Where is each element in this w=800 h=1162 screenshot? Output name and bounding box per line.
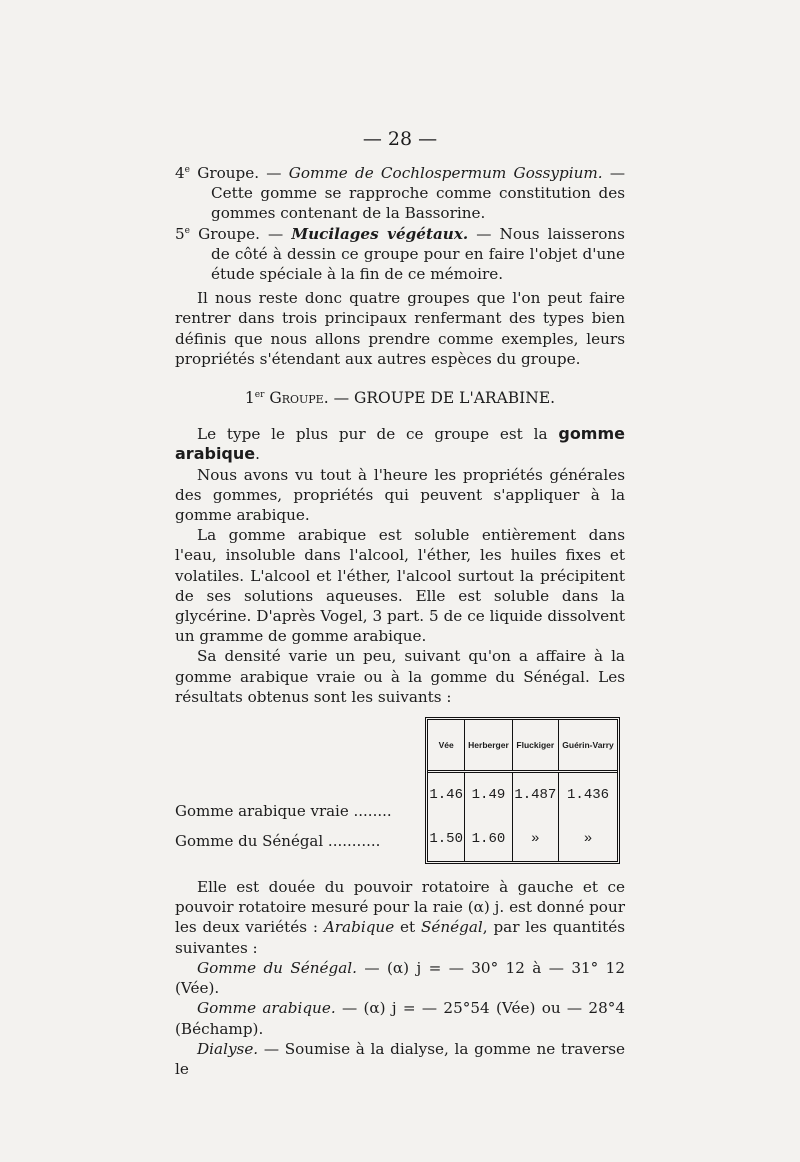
col-header-guerin-varry: Guérin-Varry: [559, 720, 617, 772]
density-table-region: [175, 717, 625, 877]
group-5-title: Mucilages végétaux.: [291, 224, 469, 243]
paragraph-solubility: La gomme arabique est soluble entièrement dans l'eau, insoluble dans l'alcool, l'éther, les huiles fixes et volatiles. L'alcool et l'éther, l'alcool surtout la précipitent de ses solutions aqueuses. Elle est soluble dans la glycérine. D'après Vogel, 3 part. 5 de ce liquide dissolvent un gramme de gomme arabique.: [175, 526, 625, 646]
table-cell: 1.50: [428, 818, 465, 861]
table-cell: »: [583, 831, 593, 848]
table-cell: 1.60: [465, 818, 512, 861]
intro-paragraph: Il nous reste donc quatre groupes que l'on peut faire rentrer dans trois principaux renfermant des types bien définis que nous allons prendre comme exemples, leurs propriétés s'étendant aux autres espèces du groupe.: [175, 289, 625, 368]
table-cell: 1.46: [428, 772, 465, 818]
rotation-arabique: Gomme arabique. — (α) j = — 25°54 (Vée) ou — 28°4 (Béchamp).: [175, 999, 626, 1038]
col-header-vee: Vée: [428, 720, 465, 772]
group-4-paragraph: 4e Groupe. — Gomme de Cochlospermum Gossypium. — Cette gomme se rapproche comme constitution des gommes contenant de la Bassorine.: [175, 164, 626, 223]
table-cell: 1.436: [567, 787, 610, 804]
row-label-arabique: Gomme arabique vraie ........: [175, 802, 392, 821]
dialyse-paragraph: Dialyse. — Soumise à la dialyse, la gomme ne traverse le: [175, 1039, 625, 1078]
table-cell: 1.487: [512, 772, 559, 818]
table-row: [428, 772, 617, 818]
col-header-fluckiger: Fluckiger: [512, 720, 559, 772]
paragraph-properties: Nous avons vu tout à l'heure les propriétés générales des gommes, propriétés qui peuvent s'appliquer à la gomme arabique.: [175, 465, 625, 525]
page-number: — 28 —: [362, 128, 438, 150]
paragraph-density: Sa densité varie un peu, suivant qu'on a affaire à la gomme arabique vraie ou à la gomme du Sénégal. Les résultats obtenus sont les suivants :: [175, 647, 625, 706]
density-table: [425, 717, 620, 864]
table-cell: »: [512, 818, 559, 861]
paragraph-type: Le type le plus pur de ce groupe est la gomme arabique.: [175, 424, 625, 464]
table-cell: 1.49: [465, 772, 512, 818]
col-header-herberger: Herberger: [465, 720, 512, 772]
group-5-paragraph: 5e Groupe. — Mucilages végétaux. — Nous laisserons de côté à dessin ce groupe pour en faire l'objet d'une étude spéciale à la fin de ce mémoire.: [175, 224, 625, 284]
rotation-senegal: Gomme du Sénégal. — (α) j = — 30° 12 à — 31° 12 (Vée).: [175, 958, 625, 998]
body-text: [175, 163, 625, 1079]
group-4-title: Gomme de Cochlospermum Gossypium.: [288, 164, 603, 182]
paragraph-rotation: Elle est douée du pouvoir rotatoire à gauche et ce pouvoir rotatoire mesuré pour la raie (α) j. est donné pour les deux variétés : Arabique et Sénégal, par les quantités suivantes :: [175, 878, 626, 957]
gomme-arabique-emphasis: gomme arabique: [175, 424, 625, 464]
table-row: [428, 818, 617, 861]
section-heading: 1er Groupe. — GROUPE DE L'ARABINE.: [244, 389, 556, 408]
row-label-senegal: Gomme du Sénégal ...........: [175, 832, 381, 851]
